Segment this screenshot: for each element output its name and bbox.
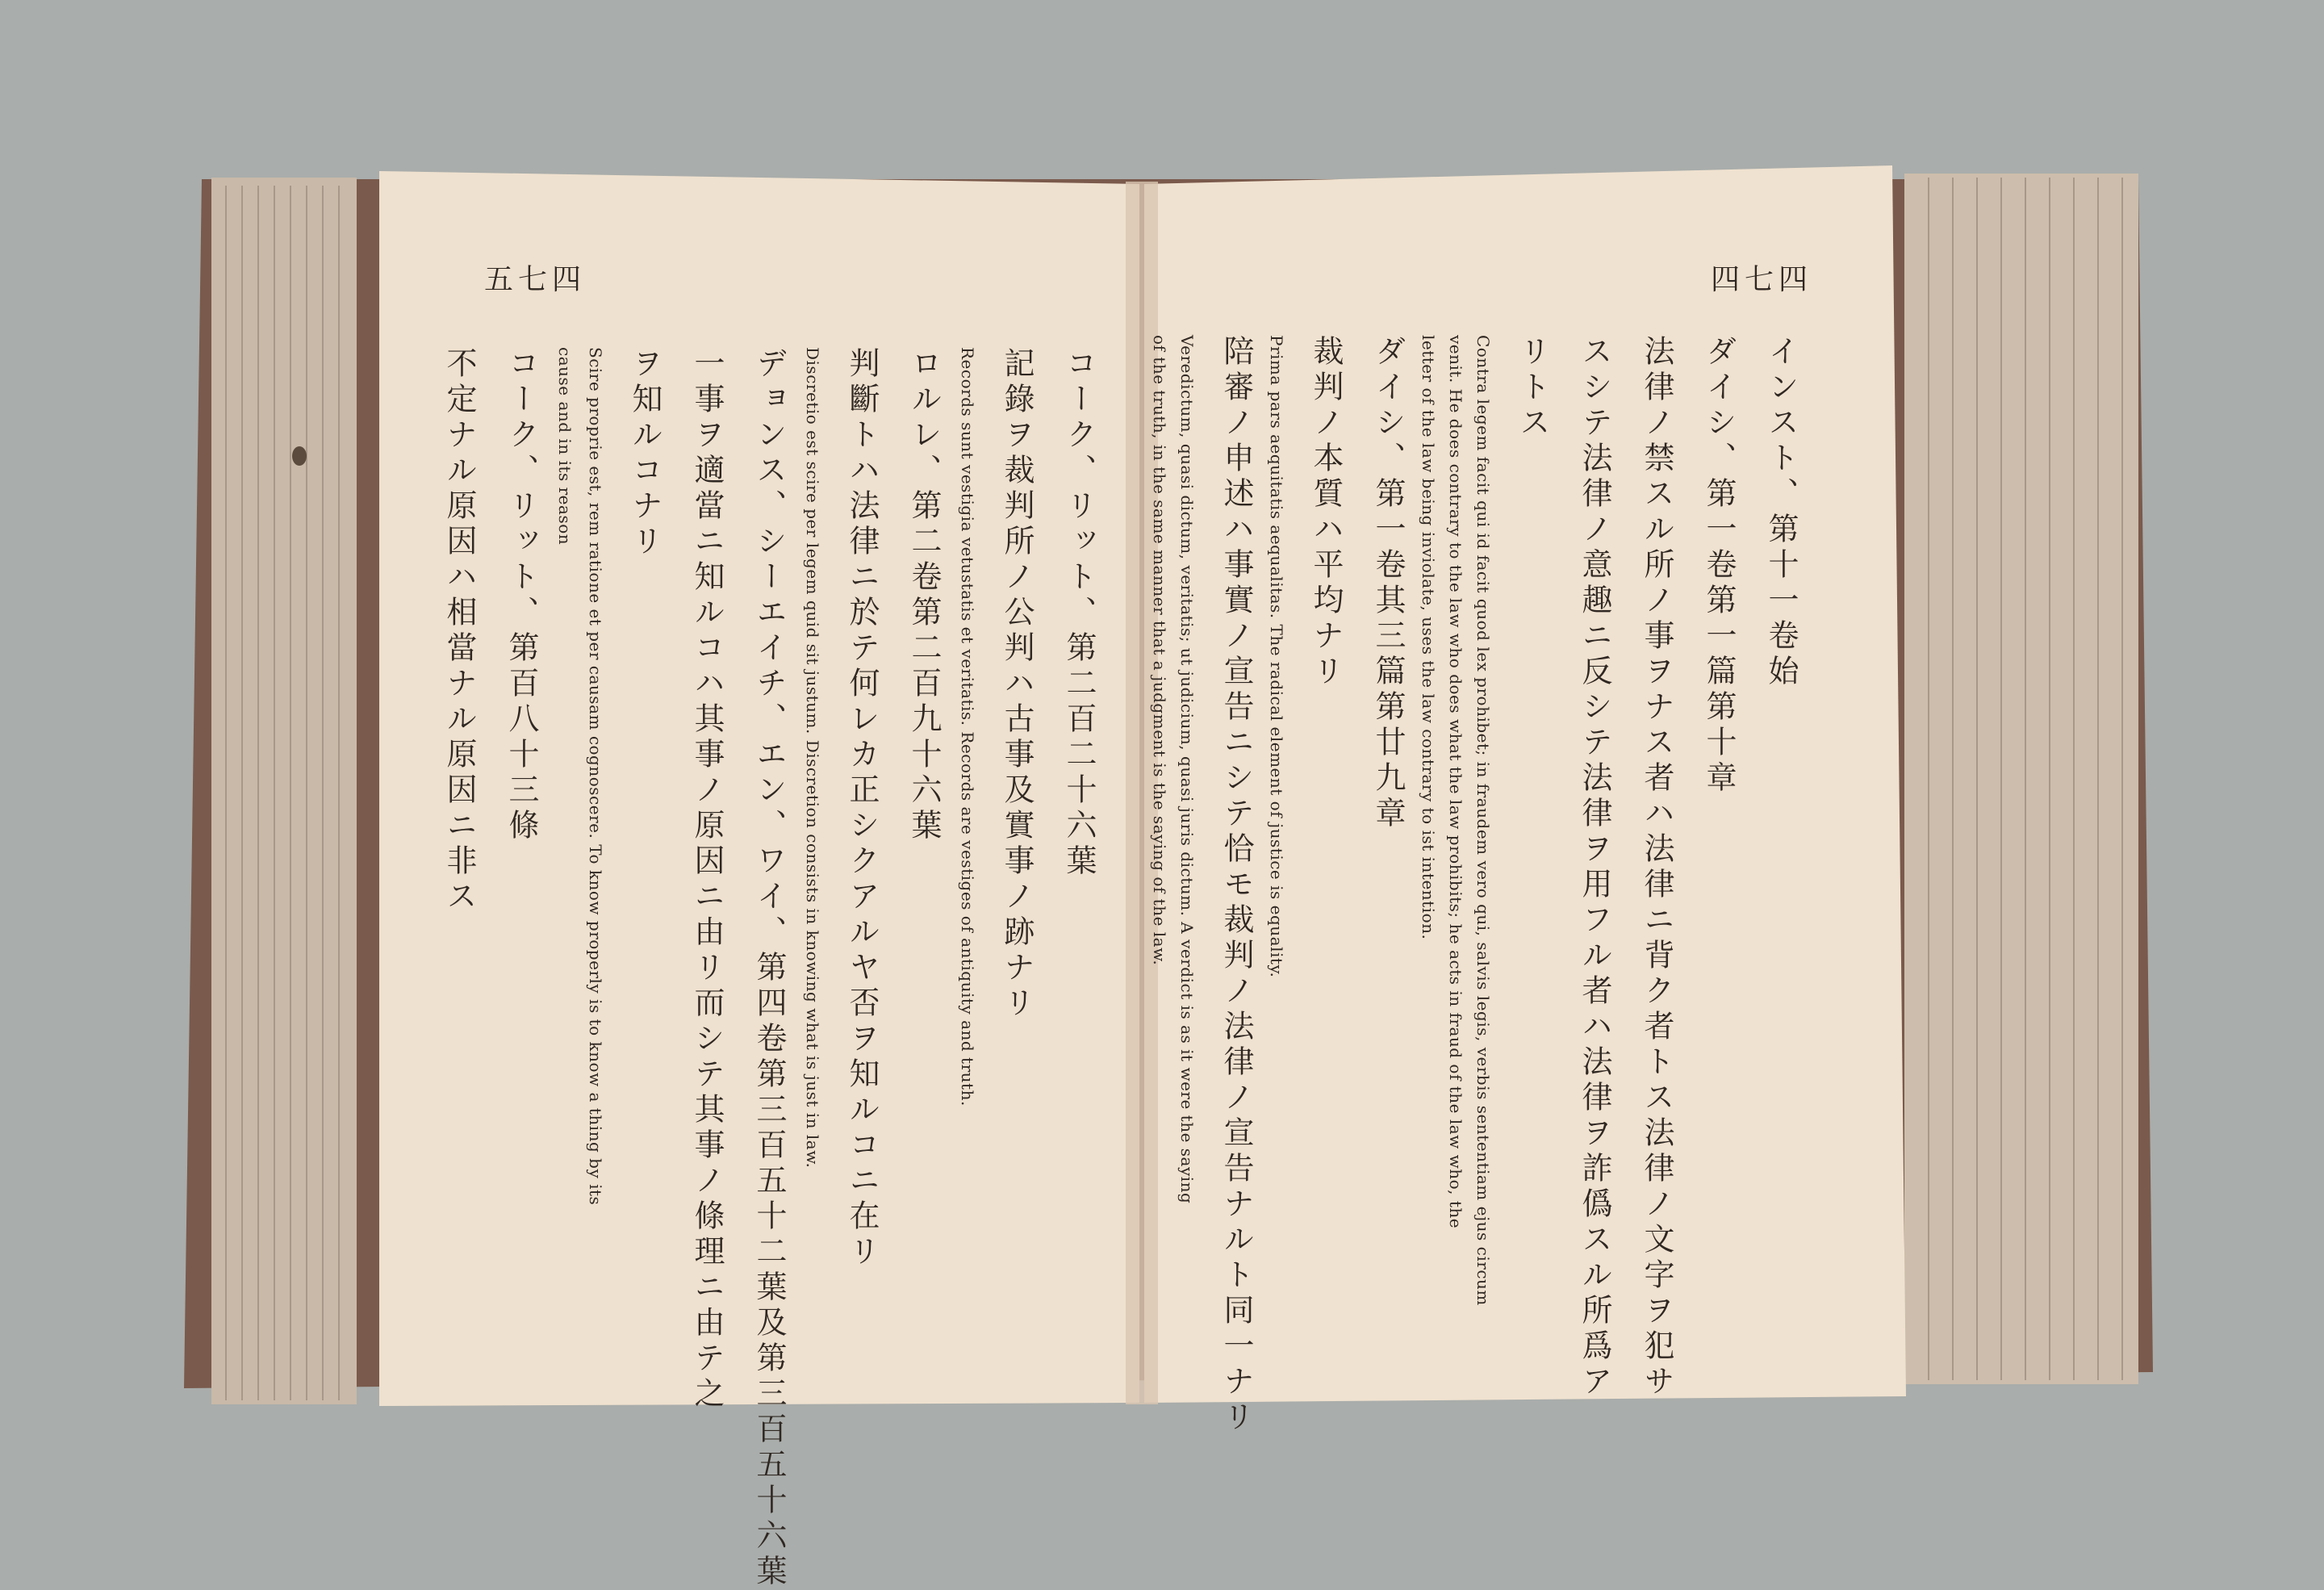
japanese-text-column: 判斷トハ法律ニ於テ何レカ正シクアルヤ否ヲ知ルコニ在リ [844,347,880,1270]
left-page-text [420,347,1101,1590]
japanese-text-column: コーク、リット、第百八十三條 [504,347,539,844]
japanese-text-column: 一事ヲ適當ニ知ルコハ其事ノ原因ニ由リ而シテ其事ノ條理ニ由テ之 [689,347,725,1412]
latin-english-text-column: Prima pars aequitatis aequalitas. The radical element of justice is equality. [1267,335,1286,978]
japanese-text-column: 法律ノ禁スル所ノ事ヲナス者ハ法律ニ背ク者トス法律ノ文字ヲ犯サ [1639,335,1674,1400]
right-page-edges [1904,174,2138,1384]
left-page-number: 五七四 [484,263,587,296]
japanese-text-column: デョンス、シーエイチ、エン、ワイ、第四卷第三百五十二葉及第三百五十六葉 [751,347,787,1590]
japanese-text-column: 不定ナル原因ハ相當ナル原因ニ非ス [441,347,477,915]
japanese-text-column: スシテ法律ノ意趣ニ反シテ法律ヲ用フル者ハ法律ヲ詐僞スル所爲ア [1577,335,1612,1400]
latin-english-text-column: Records sunt vestigia vetustatis et veritatis. Records are vestiges of antiquity and truth. [958,347,977,1107]
japanese-text-column: インスト、第十一卷始 [1763,335,1799,690]
latin-english-text-column: Discretio est scire per legem quid sit justum. Discretion consists in knowing what is just in law. [803,347,822,1169]
latin-english-text-column: of the truth, in the same manner that a judgment is the saying of the law. [1150,335,1169,966]
latin-english-text-column: Scire proprie est, rem ratione et per causam cognoscere. To know properly is to know a thing by its [586,347,605,1206]
latin-english-text-column: cause and in its reason [555,347,575,546]
japanese-text-column: ヲ知ルコナリ [627,347,663,560]
japanese-text-column: コーク、リット、第二百二十六葉 [1061,347,1097,880]
japanese-text-column: 陪審ノ申述ハ事實ノ宣告ニシテ恰モ裁判ノ法律ノ宣告ナルト同一ナリ [1218,335,1254,1436]
latin-english-text-column: venit. He does contrary to the law who does what the law prohibits; he acts in fraud of the law who, the [1446,335,1465,1229]
japanese-text-column: 裁判ノ本質ハ平均ナリ [1308,335,1344,690]
japanese-text-column: ロルレ、第二卷第二百九十六葉 [906,347,942,844]
right-page-number: 四七四 [1711,263,1813,296]
japanese-text-column: 記錄ヲ裁判所ノ公判ハ古事及實事ノ跡ナリ [999,347,1035,1022]
japanese-text-column: ダイシ、第一卷其三篇第廿九章 [1370,335,1406,832]
japanese-text-column: リトス [1515,335,1550,441]
latin-english-text-column: Contra legem facit qui id facit quod lex prohibet; in fraudem vero qui, salvis legis, verbis sententiam ejus circum [1473,335,1493,1306]
latin-english-text-column: letter of the law being inviolate, uses the law contrary to ist intention. [1419,335,1438,940]
right-page-text [1142,335,1804,1436]
left-page-edges [211,178,357,1404]
japanese-text-column: ダイシ、第一卷第一篇第十章 [1701,335,1737,797]
binding-hole [292,446,307,466]
latin-english-text-column: Veredictum, quasi dictum, veritatis; ut judicium, quasi juris dictum. A verdict is as it were the saying [1177,335,1197,1204]
